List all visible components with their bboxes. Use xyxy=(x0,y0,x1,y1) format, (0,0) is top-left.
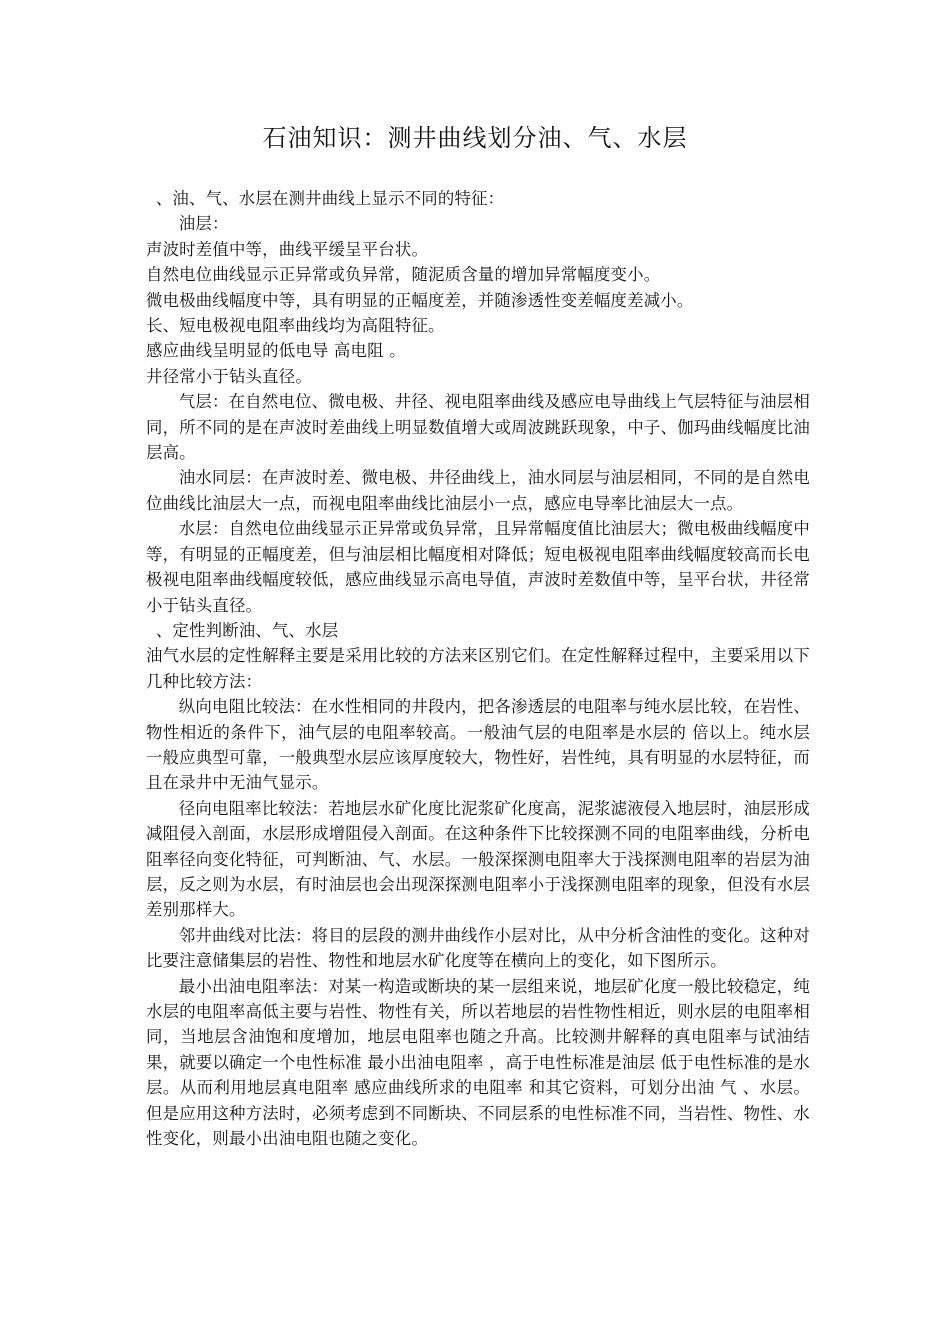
minimum-oil-resistivity-method: 最小出油电阻率法：对某一构造或断块的某一层组来说，地层矿化度一般比较稳定，纯水层的电阻率高低主要与岩性、物性有关，所以若地层的岩性物性相近，则水层的电阻率相同，当地层含油饱和度增加，地层电阻率也随之升高。比较测井解释的真电阻率与试油结果，就要以确定一个电性标准 最小出油电阻率 ，高于电性标准是油层 低于电性标准的是水层。从而利用地层真电阻率 感应曲线所求的电阻率 和其它资料，可划分出油 气 、水层。但是应用这种方法时，必须考虑到不同断块、不同层系的电性标准不同，当岩性、物性、水性变化，则最小出油电阻也随之变化。 xyxy=(146,976,810,1149)
water-layer-paragraph: 水层：自然电位曲线显示正异常或负异常，且异常幅度值比油层大；微电极曲线幅度中等，有明显的正幅度差，但与油层相比幅度相对降低；短电极视电阻率曲线幅度较高而长电极视电阻率曲线幅度较低，感应曲线显示高电导值，声波时差数值中等，呈平台状，井径常小于钻头直径。 xyxy=(146,519,810,615)
section-heading-qualitative: 、定性判断油、气、水层 xyxy=(155,620,339,640)
section-heading-features: 、油、气、水层在测井曲线上显示不同的特征： xyxy=(155,189,505,208)
offset-well-method: 邻井曲线对比法：将目的层段的测井曲线作小层对比，从中分析含油性的变化。这种对比要注意储集层的岩性、物性和地层水矿化度等在横向上的变化，如下图所示。 xyxy=(146,925,810,971)
oil-feature-resistivity: 长、短电极视电阻率曲线均为高阻特征。 xyxy=(146,316,445,336)
oil-feature-caliper: 井径常小于钻头直径。 xyxy=(146,366,312,386)
oil-feature-induction: 感应曲线呈明显的低电导 高电阻 。 xyxy=(146,341,406,361)
document-body xyxy=(146,186,810,1151)
oil-feature-acoustic: 声波时差值中等，曲线平缓呈平台状。 xyxy=(146,239,429,259)
oil-feature-microelectrode: 微电极曲线幅度中等，具有明显的正幅度差，并随渗透性变差幅度差减小。 xyxy=(146,290,694,310)
qualitative-intro: 油气水层的定性解释主要是采用比较的方法来区别它们。在定性解释过程中，主要采用以下几种比较方法： xyxy=(146,646,810,691)
radial-resistivity-method: 径向电阻率比较法：若地层水矿化度比泥浆矿化度高，泥浆滤液侵入地层时，油层形成减阻侵入剖面，水层形成增阻侵入剖面。在这种条件下比较探测不同的电阻率曲线，分析电阻率径向变化特征，可判断油、气、水层。一般深探测电阻率大于浅探测电阻率的岩层为油层，反之则为水层，有时油层也会出现深探测电阻率小于浅探测电阻率的现象，但没有水层差别那样大。 xyxy=(146,798,810,920)
oil-layer-label: 油层： xyxy=(178,214,229,234)
oil-feature-sp: 自然电位曲线显示正异常或负异常，随泥质含量的增加异常幅度变小。 xyxy=(146,265,661,285)
gas-layer-paragraph: 气层：在自然电位、微电极、井径、视电阻率曲线及感应电导曲线上气层特征与油层相同，所不同的是在声波时差曲线上明显数值增大或周波跳跃现象，中子、伽玛曲线幅度比油层高。 xyxy=(146,392,810,463)
oil-water-layer-paragraph: 油水同层：在声波时差、微电极、井径曲线上，油水同层与油层相同，不同的是自然电位曲线比油层大一点，而视电阻率曲线比油层小一点，感应电导率比油层大一点。 xyxy=(146,468,810,513)
vertical-resistivity-method: 纵向电阻比较法：在水性相同的井段内，把各渗透层的电阻率与纯水层比较，在岩性、物性相近的条件下，油气层的电阻率较高。一般油气层的电阻率是水层的 倍以上。纯水层一般应典型可靠，一般典型水层应该厚度较大，物性好，岩性纯，具有明显的水层特征，而且在录井中无油气显示。 xyxy=(146,697,810,793)
document-title: 石油知识：测井曲线划分油、气、水层 xyxy=(262,124,688,152)
